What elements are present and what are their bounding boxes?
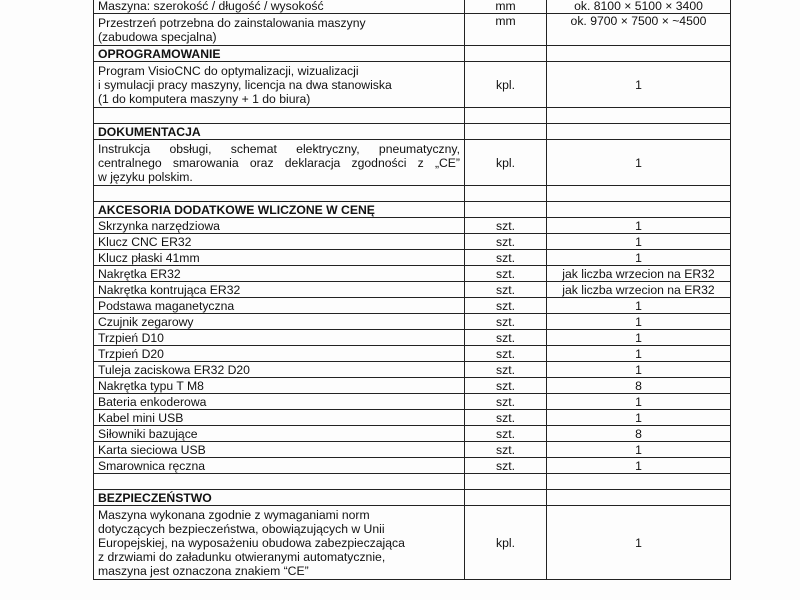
table-row xyxy=(94,506,731,580)
item-unit: szt. xyxy=(465,426,547,442)
row-unit: mm xyxy=(465,14,547,46)
table-row xyxy=(94,346,731,362)
description-line: Przestrzeń potrzebna do zainstalowania maszyny xyxy=(98,15,366,30)
section-header-dokumentacja xyxy=(94,124,731,140)
table-row xyxy=(94,234,731,250)
row-description xyxy=(94,14,465,46)
spacer-row xyxy=(94,108,731,124)
item-unit: szt. xyxy=(465,410,547,426)
section-header-bezpieczenstwo xyxy=(94,490,731,506)
item-quantity: 1 xyxy=(547,458,731,474)
row-quantity: 1 xyxy=(547,140,731,186)
item-quantity: jak liczba wrzecion na ER32 xyxy=(547,282,731,298)
item-quantity: 1 xyxy=(547,442,731,458)
item-name: Trzpień D10 xyxy=(94,330,465,346)
description-line: maszyna jest oznaczona znakiem “CE” xyxy=(98,563,309,578)
item-name: Kabel mini USB xyxy=(94,410,465,426)
item-unit: szt. xyxy=(465,346,547,362)
item-name: Klucz płaski 41mm xyxy=(94,250,465,266)
item-quantity: 1 xyxy=(547,250,731,266)
item-quantity: 8 xyxy=(547,426,731,442)
section-title: AKCESORIA DODATKOWE WLICZONE W CENĘ xyxy=(94,202,465,218)
description-line: (zabudowa specjalna) xyxy=(98,29,217,44)
item-unit: szt. xyxy=(465,362,547,378)
table-row xyxy=(94,266,731,282)
table-row xyxy=(94,0,731,14)
row-description xyxy=(94,140,465,186)
table-row xyxy=(94,426,731,442)
description-line: Europejskiej, na wyposażeniu obudowa zabezpieczająca xyxy=(98,535,405,550)
table-row xyxy=(94,298,731,314)
table-row xyxy=(94,314,731,330)
table-row xyxy=(94,14,731,46)
description-line: i symulacji pracy maszyny, licencja na dwa stanowiska xyxy=(98,77,392,92)
item-unit: szt. xyxy=(465,378,547,394)
description-line: Program VisioCNC do optymalizacji, wizualizacji xyxy=(98,63,359,78)
item-name: Czujnik zegarowy xyxy=(94,314,465,330)
section-header-oprogramowanie xyxy=(94,46,731,62)
table-row xyxy=(94,250,731,266)
item-quantity: 1 xyxy=(547,234,731,250)
item-name: Trzpień D20 xyxy=(94,346,465,362)
table-row xyxy=(94,458,731,474)
description-line: Instrukcja obsługi, schemat elektryczny, pneumatyczny, xyxy=(98,141,460,156)
description-line: z drzwiami do załadunku otwieranymi automatycznie, xyxy=(98,549,386,564)
item-name: Skrzynka narzędziowa xyxy=(94,218,465,234)
item-name: Siłowniki bazujące xyxy=(94,426,465,442)
table-row xyxy=(94,378,731,394)
item-quantity: 1 xyxy=(547,410,731,426)
row-description xyxy=(94,506,465,580)
item-unit: szt. xyxy=(465,234,547,250)
item-quantity: 1 xyxy=(547,330,731,346)
item-unit: szt. xyxy=(465,330,547,346)
row-description: Maszyna: szerokość / długość / wysokość xyxy=(94,0,465,14)
spacer-row xyxy=(94,474,731,490)
item-unit: szt. xyxy=(465,298,547,314)
section-title: OPROGRAMOWANIE xyxy=(94,46,465,62)
item-unit: szt. xyxy=(465,394,547,410)
item-unit: szt. xyxy=(465,282,547,298)
table-row xyxy=(94,62,731,108)
table-row xyxy=(94,362,731,378)
spacer-row xyxy=(94,186,731,202)
section-header-akcesoria xyxy=(94,202,731,218)
row-quantity: ok. 8100 × 5100 × 3400 xyxy=(547,0,731,14)
item-name: Nakrętka typu T M8 xyxy=(94,378,465,394)
item-unit: szt. xyxy=(465,266,547,282)
item-quantity: 1 xyxy=(547,394,731,410)
item-name: Karta sieciowa USB xyxy=(94,442,465,458)
table-row xyxy=(94,442,731,458)
table-row xyxy=(94,330,731,346)
section-title: DOKUMENTACJA xyxy=(94,124,465,140)
row-quantity: 1 xyxy=(547,62,731,108)
item-quantity: 1 xyxy=(547,346,731,362)
item-unit: szt. xyxy=(465,314,547,330)
row-quantity: ok. 9700 × 7500 × ~4500 xyxy=(547,14,731,46)
item-quantity: 1 xyxy=(547,298,731,314)
row-quantity: 1 xyxy=(547,506,731,580)
item-name: Podstawa maganetyczna xyxy=(94,298,465,314)
description-line: w języku polskim. xyxy=(98,169,193,184)
item-quantity: 8 xyxy=(547,378,731,394)
item-unit: szt. xyxy=(465,218,547,234)
specification-table xyxy=(93,0,731,580)
row-unit: kpl. xyxy=(465,140,547,186)
description-line: centralnego smarowania oraz deklaracja zgodności z „CE” xyxy=(98,155,460,170)
row-unit: kpl. xyxy=(465,62,547,108)
description-line: (1 do komputera maszyny + 1 do biura) xyxy=(98,91,311,106)
item-name: Bateria enkoderowa xyxy=(94,394,465,410)
row-description xyxy=(94,62,465,108)
item-quantity: 1 xyxy=(547,362,731,378)
item-unit: szt. xyxy=(465,250,547,266)
description-line: dotyczących bezpieczeństwa, obowiązujących w Unii xyxy=(98,521,385,536)
item-unit: szt. xyxy=(465,458,547,474)
item-quantity: 1 xyxy=(547,218,731,234)
item-name: Smarownica ręczna xyxy=(94,458,465,474)
table-row xyxy=(94,218,731,234)
row-unit: kpl. xyxy=(465,506,547,580)
section-title: BEZPIECZEŃSTWO xyxy=(94,490,465,506)
table-row xyxy=(94,282,731,298)
item-quantity: 1 xyxy=(547,314,731,330)
item-quantity: jak liczba wrzecion na ER32 xyxy=(547,266,731,282)
table-row xyxy=(94,410,731,426)
table-row xyxy=(94,394,731,410)
item-name: Nakrętka ER32 xyxy=(94,266,465,282)
item-name: Nakrętka kontrująca ER32 xyxy=(94,282,465,298)
item-name: Tuleja zaciskowa ER32 D20 xyxy=(94,362,465,378)
item-name: Klucz CNC ER32 xyxy=(94,234,465,250)
description-line: Maszyna wykonana zgodnie z wymaganiami norm xyxy=(98,507,370,522)
row-unit: mm xyxy=(465,0,547,14)
table-row xyxy=(94,140,731,186)
item-unit: szt. xyxy=(465,442,547,458)
